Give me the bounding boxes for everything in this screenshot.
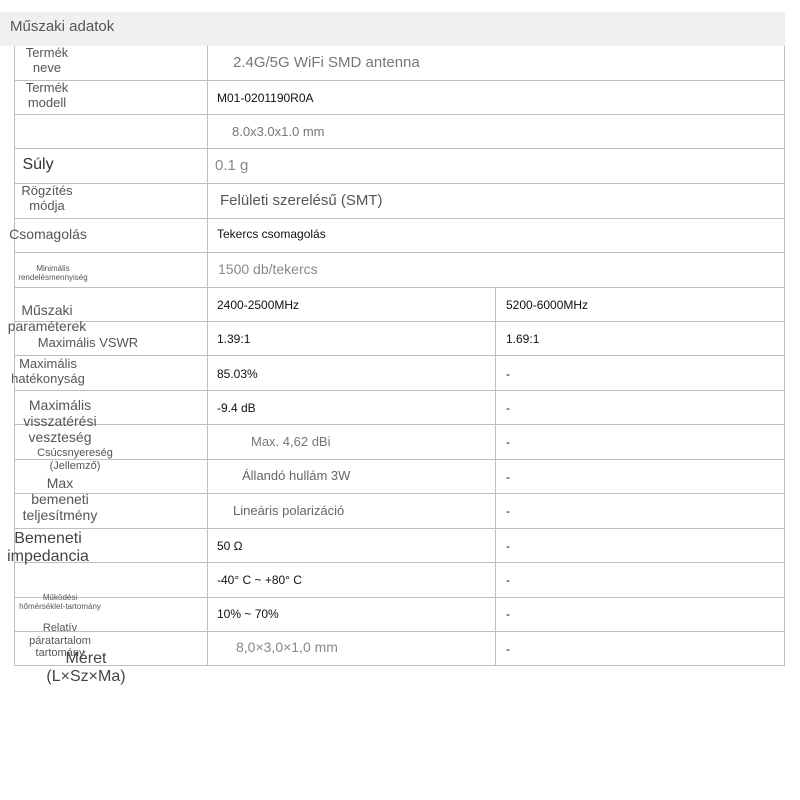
value-size-2: - (506, 642, 510, 656)
label-tech-params: Műszaki paraméterek (7, 302, 87, 335)
label-peak-gain: Csúcsnyereség (Jellemző) (37, 447, 113, 472)
value-vswr-2: 1.69:1 (506, 332, 540, 346)
value-polarization-2: - (506, 504, 510, 518)
value-input-power-2: - (506, 470, 510, 484)
value-weight: 0.1 g (215, 157, 249, 174)
value-freq-band-1: 2400-2500MHz (217, 298, 300, 312)
value-humidity-2: - (506, 607, 510, 621)
label-product-name: Termék neve (25, 45, 69, 75)
row-line (14, 459, 785, 460)
row-line (14, 183, 785, 184)
value-temp-1: -40° C ~ +80° C (217, 573, 302, 587)
row-line (14, 528, 785, 529)
label-size: Méret (L×Sz×Ma) (46, 650, 126, 686)
row-line (14, 252, 785, 253)
label-input-impedance: Bemeneti impedancia (7, 530, 89, 566)
label-operating-temp: Működési hőmérséklet-tartomány (19, 593, 101, 612)
value-freq-band-2: 5200-6000MHz (506, 298, 589, 312)
value-mounting: Felületi szerelésű (SMT) (220, 192, 383, 209)
label-return-loss: Maximális visszatérési veszteség (23, 397, 97, 446)
value-temp-2: - (506, 573, 510, 587)
section-title: Műszaki adatok (10, 18, 115, 35)
table-divider-label (207, 46, 208, 666)
row-line (14, 562, 785, 563)
table-border-right (784, 46, 785, 666)
value-impedance-1: 50 Ω (217, 539, 243, 553)
section-header (0, 12, 785, 46)
value-efficiency-1: 85.03% (217, 367, 258, 381)
value-input-power-1: Állandó hullám 3W (242, 468, 351, 483)
value-product-model: M01-0201190R0A (217, 91, 314, 105)
value-moq: 1500 db/tekercs (218, 261, 318, 277)
value-efficiency-2: - (506, 367, 510, 381)
value-packaging: Tekercs csomagolás (217, 227, 326, 241)
row-line (14, 631, 785, 632)
row-line (14, 597, 785, 598)
label-vswr: Maximális VSWR (37, 335, 139, 350)
label-product-model: Termék modell (25, 80, 69, 110)
table-border-bottom (14, 665, 785, 666)
label-weight: Súly (22, 156, 54, 173)
value-return-loss-1: -9.4 dB (217, 401, 256, 415)
label-max-input-power: Max bemeneti teljesítmény (22, 475, 98, 524)
label-packaging: Csomagolás (9, 226, 87, 242)
value-polarization-1: Lineáris polarizáció (233, 503, 345, 518)
table-divider-freq (495, 287, 496, 666)
row-line (14, 218, 785, 219)
label-mounting: Rögzítés módja (21, 183, 73, 213)
value-dimensions: 8.0x3.0x1.0 mm (232, 124, 325, 139)
label-efficiency: Maximális hatékonyság (11, 356, 85, 386)
value-vswr-1: 1.39:1 (217, 332, 251, 346)
value-peak-gain-2: - (506, 435, 510, 449)
row-line (14, 424, 785, 425)
value-product-name: 2.4G/5G WiFi SMD antenna (233, 54, 420, 71)
row-line (14, 321, 785, 322)
row-line (14, 287, 785, 288)
value-size-1: 8,0×3,0×1,0 mm (236, 639, 338, 655)
row-line (14, 493, 785, 494)
value-return-loss-2: - (506, 401, 510, 415)
row-line (14, 114, 785, 115)
value-humidity-1: 10% ~ 70% (217, 607, 279, 621)
row-line (14, 148, 785, 149)
value-peak-gain-1: Max. 4,62 dBi (251, 434, 331, 449)
label-humidity: Relatív páratartalom tartomány (29, 622, 91, 660)
label-moq: Minimális rendelésmennyiség (18, 264, 88, 283)
row-line (14, 80, 785, 81)
row-line (14, 355, 785, 356)
row-line (14, 390, 785, 391)
value-impedance-2: - (506, 539, 510, 553)
table-border-left (14, 46, 15, 666)
